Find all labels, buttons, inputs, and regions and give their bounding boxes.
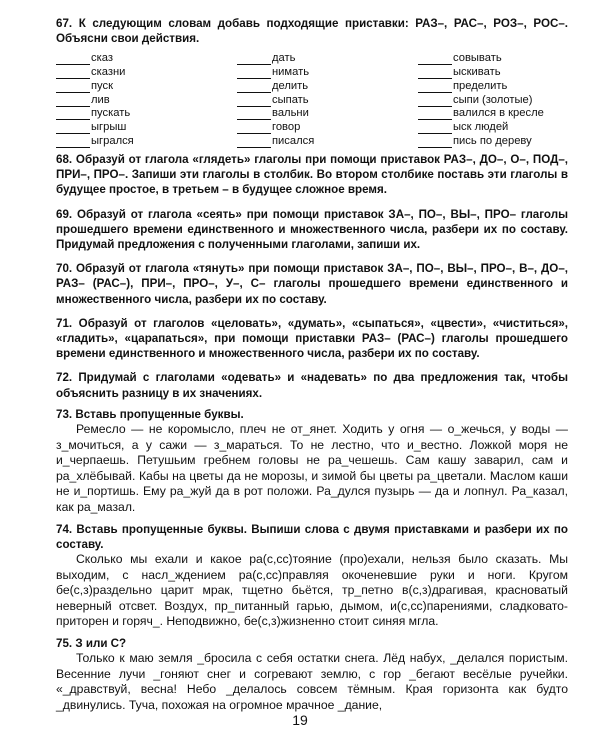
word-item: вальни bbox=[237, 107, 387, 121]
blank-line bbox=[56, 70, 90, 79]
blank-line bbox=[418, 125, 452, 134]
task-75-heading: 75. З или С? bbox=[56, 636, 127, 650]
blank-line bbox=[237, 56, 271, 65]
word-item: ыгрыш bbox=[56, 120, 206, 134]
task-70: 70. Образуй от глагола «тянуть» при помощи приставок ЗА–, ПО–, ВЫ–, ПРО–, В–, ДО–, РАЗ– (РАС–), ПРИ–, ПРО–, У–, С– глаголы прошедшего времени единственного и множественного числа, разбери их по составу. bbox=[56, 262, 568, 306]
blank-line bbox=[56, 111, 90, 120]
word-item: совывать bbox=[418, 51, 568, 65]
workbook-page bbox=[56, 16, 568, 714]
word-item: ыск людей bbox=[418, 120, 568, 134]
word-column-3 bbox=[418, 51, 568, 148]
word-item: делить bbox=[237, 79, 387, 93]
task-73-heading: 73. Вставь пропущенные буквы. bbox=[56, 407, 244, 421]
blank-line bbox=[56, 139, 90, 148]
task-73-text: Ремесло — не коромысло, плеч не от_янет. Ходить у огня — о_жечься, у воды — з_мочиться, а у сажи — з_мараться. То не лестно, что и_вестно. Ложкой моря не и_черпаешь. Петушьим гребнем головы не ра_чешешь. Сам кашу заварил, сам и ра_хлёбывай. Кабы на цветы да не морозы, и зимой бы цветы ра_цветали. Маслом каши не и_портишь. Ему ра_жуй да в рот положи. Ра_дулся пузырь — да и лопнул. Ра_казал, как ра_мазал. bbox=[56, 422, 568, 514]
page-number: 19 bbox=[292, 712, 308, 728]
word-item: писался bbox=[237, 134, 387, 148]
word-item: сыпать bbox=[237, 93, 387, 107]
blank-line bbox=[418, 111, 452, 120]
task-67-heading: 67. К следующим словам добавь подходящие приставки: РАЗ–, РАС–, РОЗ–, РОС–. Объясни свои действия. bbox=[56, 17, 568, 46]
task-73 bbox=[56, 407, 568, 516]
word-item: ыгрался bbox=[56, 134, 206, 148]
word-column-1 bbox=[56, 51, 206, 148]
word-column-2 bbox=[237, 51, 387, 148]
word-item: пуск bbox=[56, 79, 206, 93]
blank-line bbox=[418, 98, 452, 107]
word-item: сыпи (золотые) bbox=[418, 93, 568, 107]
blank-line bbox=[56, 56, 90, 65]
task-71: 71. Образуй от глаголов «целовать», «думать», «сыпаться», «цвести», «чиститься», «гладить», «царапаться», при помощи приставки РАЗ– (РАС–) глаголы прошедшего времени единственного и множественного числа, разбери их по составу. bbox=[56, 316, 568, 361]
word-item: сказ bbox=[56, 51, 206, 65]
blank-line bbox=[56, 98, 90, 107]
blank-line bbox=[237, 111, 271, 120]
word-item: дать bbox=[237, 51, 387, 65]
blank-line bbox=[418, 70, 452, 79]
task-69: 69. Образуй от глагола «сеять» при помощи приставок ЗА–, ПО–, ВЫ–, ПРО– глаголы прошедшего времени единственного и множественного числа, разбери их по составу. Придумай предложения с полученными глаголами, запиши их. bbox=[56, 207, 568, 251]
blank-line bbox=[237, 125, 271, 134]
blank-line bbox=[237, 70, 271, 79]
blank-line bbox=[237, 139, 271, 148]
blank-line bbox=[237, 84, 271, 93]
blank-line bbox=[418, 139, 452, 148]
task-67 bbox=[56, 16, 568, 148]
word-item: говор bbox=[237, 120, 387, 134]
word-item: лив bbox=[56, 93, 206, 107]
task-75-text: Только к маю земля _бросила с себя остатки снега. Лёд набух, _делался пористым. Весенние лучи _гоняют снег и согревают землю, с гор _бегают весёлые ручейки. «_дравствуй, весна! Небо _делалось совсем тёмным. Края горизонта как будто _двинулись. Туча, похожая на огромное мрачное _дание, bbox=[56, 651, 568, 712]
word-item: валился в кресле bbox=[418, 107, 568, 121]
word-item: ыскивать bbox=[418, 65, 568, 79]
word-item: пись по дереву bbox=[418, 134, 568, 148]
task-74-heading: 74. Вставь пропущенные буквы. Выпиши слова с двумя приставками и разбери их по составу. bbox=[56, 522, 568, 551]
blank-line bbox=[418, 84, 452, 93]
word-item: нимать bbox=[237, 65, 387, 79]
task-72: 72. Придумай с глаголами «одевать» и «надевать» по два предложения так, чтобы объяснить разницу в их значениях. bbox=[56, 371, 568, 400]
task-74 bbox=[56, 522, 568, 630]
task-75 bbox=[56, 636, 568, 714]
blank-line bbox=[418, 56, 452, 65]
task-68: 68. Образуй от глагола «глядеть» глаголы при помощи приставок РАЗ–, ДО–, О–, ПОД–, ПРИ–, ПРО–. Запиши эти глаголы в столбик. Во втором столбике поставь эти глаголы в будущее простое, в третьем – в будущее сложное время. bbox=[56, 152, 568, 197]
word-item: сказни bbox=[56, 65, 206, 79]
word-columns bbox=[56, 51, 568, 148]
blank-line bbox=[56, 84, 90, 93]
word-item: пределить bbox=[418, 79, 568, 93]
blank-line bbox=[237, 98, 271, 107]
word-item: пускать bbox=[56, 107, 206, 121]
task-74-text: Сколько мы ехали и какое ра(с,сс)тояние (про)ехали, нельзя было сказать. Мы выходим, с насл_ждением ра(с,сс)правляя окоченевшие руки и ноги. Кругом бе(с,з)раздельно царит мрак, тщетно бьётся, тр_петно в(с,з)драгивая, красноватый неверный отсвет. Воздух, пр_питанный гарью, дымом, и(с,сс)парениями, сладковато-приторен и горяч_. Неподвижно, бе(с,з)жизненно стоит синяя мгла. bbox=[56, 552, 568, 629]
blank-line bbox=[56, 125, 90, 134]
